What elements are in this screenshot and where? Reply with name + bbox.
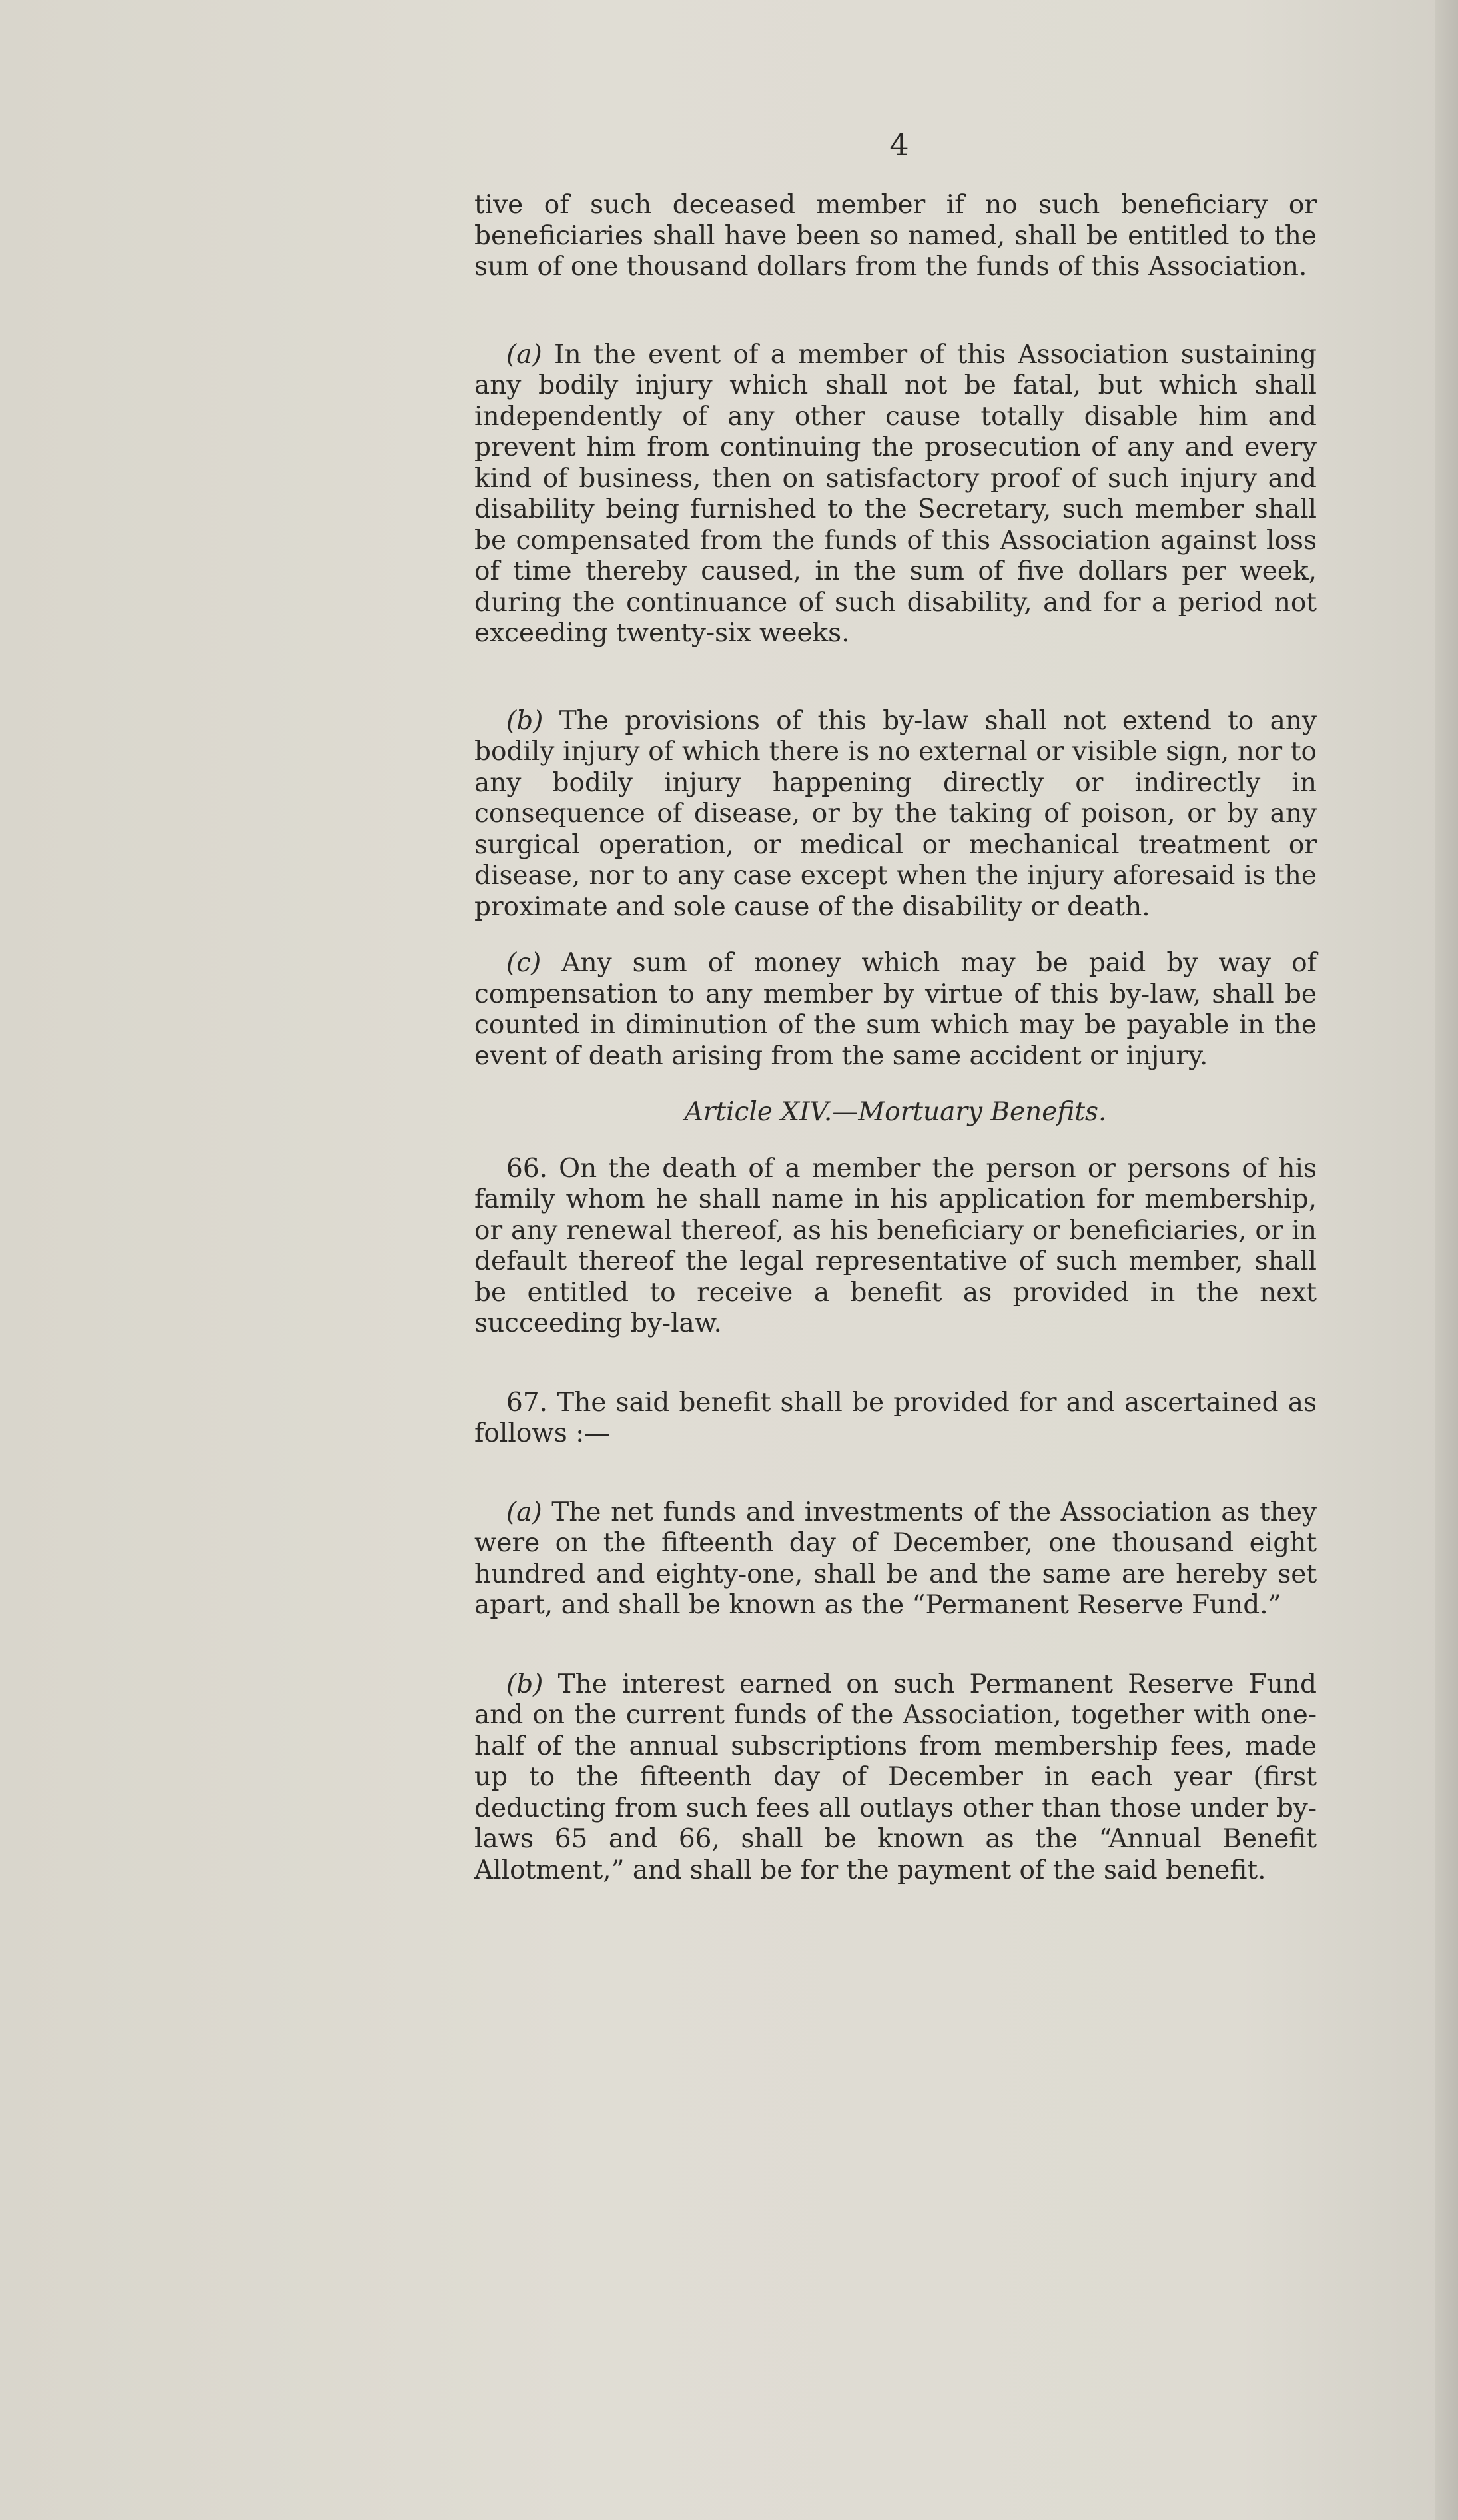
article-heading: Article XIV.—Mortuary Benefits. [684,1097,1107,1127]
paragraph-66: 66. On the death of a member the person or persons of his family whom he shall name in his application for membership, or any renewal thereof, as his beneficiary or beneficiaries, or in default thereof the legal representative of such member, shall be entitled to receive a benefit as provided in the next succeeding by-law. [474,1153,1317,1338]
paragraph-c [474,948,1317,1072]
clause-text-67b: The interest earned on such Permanent Reserve Fund and on the current funds of the Association, together with one-half of the annual subscriptions from membership fees, made up to the fifteenth day of December in each year (first deducting from such fees all outlays other than those under by-laws 65 and 66, shall be known as the “Annual Benefit Allotment,” and shall be for the payment of the said benefit. [474,1669,1317,1885]
clause-label-a: (a) [506,339,542,370]
text-column [474,190,1317,1886]
clause-label-67b: (b) [506,1669,544,1699]
clause-label-67a: (a) [506,1497,542,1527]
paragraph-b [474,706,1317,923]
paragraph-67a [474,1497,1317,1621]
paragraph-67b [474,1669,1317,1887]
page-edge-shadow [1435,0,1458,2520]
clause-text-b: The provisions of this by-law shall not extend to any bodily injury of which there is no external or visible sign, nor to any bodily injury happening directly or indirectly in consequence of disease, or by the taking of poison, or by any surgical operation, or medical or mechanical treatment or disease, nor to any case except when the injury aforesaid is the proximate and sole cause of the disability or death. [474,705,1317,922]
page-number: 4 [889,127,909,163]
clause-text-67a: The net funds and investments of the Association as they were on the fifteenth day of December, one thousand eight hundred and eighty-one, shall be and the same are hereby set apart, and shall be known as the “Permanent Reserve Fund.” [474,1497,1317,1620]
paragraph-67: 67. The said benefit shall be provided for and ascertained as follows :— [474,1387,1317,1448]
paragraph-continuation: tive of such deceased member if no such beneficiary or beneficiaries shall have been so named, shall be entitled to the sum of one thousand dollars from the funds of this Association. [474,190,1317,282]
clause-text-a: In the event of a member of this Association sustaining any bodily injury which shall not be fatal, but which shall independently of any other cause totally disable him and prevent him from continuing the prosecution of any and every kind of business, then on satisfactory proof of such injury and disability being furnished to the Secretary, such member shall be compensated from the funds of this Association against loss of time thereby caused, in the sum of five dollars per week, during the continuance of such disability, and for a period not exceeding twenty-six weeks. [474,339,1317,648]
paragraph-a [474,340,1317,649]
clause-label-c: (c) [506,948,542,978]
clause-label-b: (b) [506,705,544,736]
clause-text-c: Any sum of money which may be paid by way of compensation to any member by virtue of this by-law, shall be counted in diminution of the sum which may be payable in the event of death arising from the same accident or injury. [474,948,1317,1071]
